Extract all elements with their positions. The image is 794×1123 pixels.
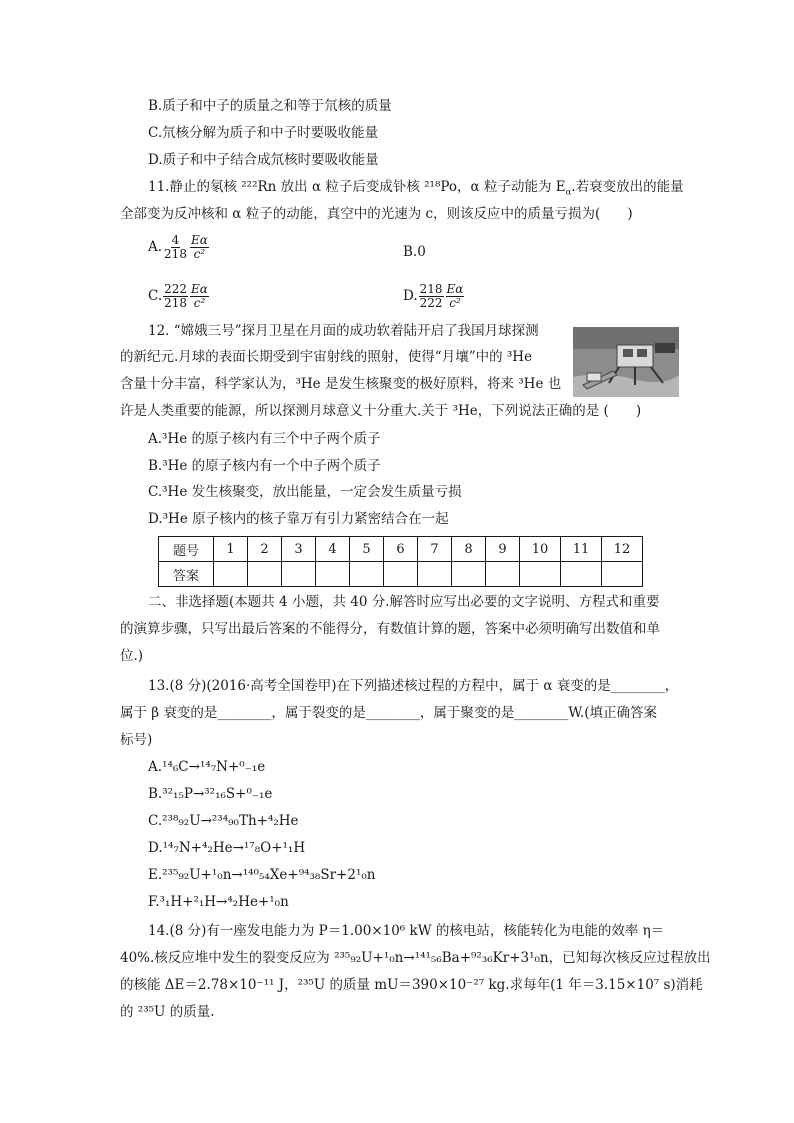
- q12-stem-line2: 的新纪元.月球的表面长期受到宇宙射线的照射，使得“月壤”中的 ³He: [120, 349, 533, 365]
- q11-a-frac1: $\frac{4}{218}$: [164, 233, 187, 261]
- q14-stem-line4: 的 ²³⁵U 的质量.: [120, 1004, 215, 1020]
- answer-cell[interactable]: [282, 562, 316, 587]
- answer-table-header-row: [159, 537, 643, 562]
- answer-table-number: 2: [248, 537, 282, 562]
- answer-cell[interactable]: [452, 562, 486, 587]
- q12-stem-line1: 12. “嫦娥三号”探月卫星在月面的成功软着陆开启了我国月球探测: [148, 323, 539, 339]
- section2-instructions-line2: 的演算步骤，只写出最后答案的不能得分，有数值计算的题，答案中必须明确写出数值和单: [120, 621, 660, 637]
- answer-cell[interactable]: [350, 562, 384, 587]
- answer-table-number: 6: [384, 537, 418, 562]
- q11-stem-line1-text: 11.静止的氡核 ²²²Rn 放出 α 粒子后变成钋核 ²¹⁸Po，α 粒子动能为 E: [148, 179, 566, 195]
- lunar-lander-photo: [573, 327, 679, 397]
- q13-equation-a: A.¹⁴₆C→¹⁴₇N+⁰₋₁e: [148, 759, 266, 775]
- answer-table-answer-row: [159, 562, 643, 587]
- answer-table-number: 4: [316, 537, 350, 562]
- q11-stem-line2: 全部变为反冲核和 α 粒子的动能，真空中的光速为 c，则该反应中的质量亏损为( ): [120, 206, 633, 222]
- answer-table-number: 1: [214, 537, 248, 562]
- q11-d-label: D.: [403, 288, 418, 304]
- answer-cell[interactable]: [520, 562, 561, 587]
- q11-option-b: B.0: [403, 244, 426, 260]
- q11-c-frac2: $\frac{E\alpha}{\text{c²}}$: [191, 282, 208, 310]
- q12-option-d: D.³He 原子核内的核子靠万有引力紧密结合在一起: [148, 511, 449, 527]
- q13-equation-d: D.¹⁴₇N+⁴₂He→¹⁷₈O+¹₁H: [148, 840, 306, 856]
- q13-equation-c: C.²³⁸₉₂U→²³⁴₉₀Th+⁴₂He: [148, 813, 299, 829]
- q14-stem-line3: 的核能 ΔE＝2.78×10⁻¹¹ J，²³⁵U 的质量 mU＝390×10⁻²⁷ kg.求每年(1 年＝3.15×10⁷ s)消耗: [120, 977, 703, 993]
- answer-table-number-label: 题号: [159, 537, 214, 562]
- answer-table-number: 10: [520, 537, 561, 562]
- answer-table-number: 9: [486, 537, 520, 562]
- q11-c-label: C.: [148, 288, 163, 304]
- answer-cell[interactable]: [316, 562, 350, 587]
- answer-cell[interactable]: [214, 562, 248, 587]
- q11-a-label: A.: [148, 239, 163, 255]
- q11-alpha-sub: α: [565, 187, 572, 198]
- answer-cell[interactable]: [248, 562, 282, 587]
- q13-equation-b: B.³²₁₅P→³²₁₆S+⁰₋₁e: [148, 786, 273, 802]
- q13-equation-f: F.³₁H+²₁H→⁴₂He+¹₀n: [148, 894, 289, 910]
- answer-table-number: 7: [418, 537, 452, 562]
- answer-table-number: 11: [561, 537, 602, 562]
- answer-table-number: 3: [282, 537, 316, 562]
- q11-option-c: [148, 283, 210, 310]
- q12-stem-line3: 含量十分丰富，科学家认为，³He 是发生核聚变的极好原料，将来 ³He 也: [120, 376, 562, 392]
- q11-stem-line1: [148, 177, 684, 197]
- q12-option-a: A.³He 的原子核内有三个中子两个质子: [148, 431, 381, 447]
- answer-table: [158, 536, 643, 587]
- section2-instructions-line1: 二、非选择题(本题共 4 小题，共 40 分.解答时应写出必要的文字说明、方程式和重要: [148, 594, 660, 610]
- q13-stem-line1: 13.(8 分)(2016·高考全国卷甲)在下列描述核过程的方程中，属于 α 衰变的是________，: [148, 678, 679, 694]
- answer-cell[interactable]: [384, 562, 418, 587]
- q10-option-d: D.质子和中子结合成氘核时要吸收能量: [148, 152, 379, 168]
- lunar-lander-illustration: [573, 327, 679, 397]
- q12-stem-line4: 许是人类重要的能源，所以探测月球意义十分重大.关于 ³He，下列说法正确的是 ( ): [120, 403, 642, 419]
- answer-cell[interactable]: [486, 562, 520, 587]
- q12-option-c: C.³He 发生核聚变，放出能量，一定会发生质量亏损: [148, 484, 462, 500]
- q11-d-frac1: $\frac{218}{222}$: [419, 282, 443, 310]
- q13-stem-line2: 属于 β 衰变的是________，属于裂变的是________，属于聚变的是________W.(填正确答案: [120, 705, 657, 721]
- q14-stem-line1: 14.(8 分)有一座发电能力为 P＝1.00×10⁶ kW 的核电站，核能转化为电能的效率 η＝: [148, 923, 665, 939]
- q11-c-frac1: $\frac{222}{218}$: [164, 282, 188, 310]
- answer-table-number: 12: [602, 537, 643, 562]
- q11-option-a: [148, 234, 210, 261]
- answer-cell[interactable]: [602, 562, 643, 587]
- section2-instructions-line3: 位.): [120, 648, 144, 664]
- q10-option-b: B.质子和中子的质量之和等于氘核的质量: [148, 98, 392, 114]
- answer-cell[interactable]: [418, 562, 452, 587]
- q10-option-c: C.氘核分解为质子和中子时要吸收能量: [148, 125, 379, 141]
- q11-d-frac2: $\frac{E\alpha}{\text{c²}}$: [446, 282, 464, 310]
- q11-a-frac2: $\frac{E\alpha}{\text{c²}}$: [190, 233, 208, 261]
- q14-stem-line2: 40%.核反应堆中发生的裂变反应为 ²³⁵₉₂U+¹₀n→¹⁴¹₅₆Ba+⁹²₃₆Kr+3¹₀n，已知每次核反应过程放出: [120, 950, 711, 966]
- q12-option-b: B.³He 的原子核内有一个中子两个质子: [148, 458, 381, 474]
- answer-cell[interactable]: [561, 562, 602, 587]
- answer-table-number: 8: [452, 537, 486, 562]
- q11-stem-line1-end: .若衰变放出的能量: [571, 179, 684, 195]
- q13-equation-e: E.²³⁵₉₂U+¹₀n→¹⁴⁰₅₄Xe+⁹⁴₃₈Sr+2¹₀n: [148, 867, 376, 883]
- answer-table-number: 5: [350, 537, 384, 562]
- q13-stem-line3: 标号): [120, 732, 153, 748]
- answer-table-answer-label: 答案: [159, 562, 214, 587]
- q11-option-d: [403, 283, 465, 310]
